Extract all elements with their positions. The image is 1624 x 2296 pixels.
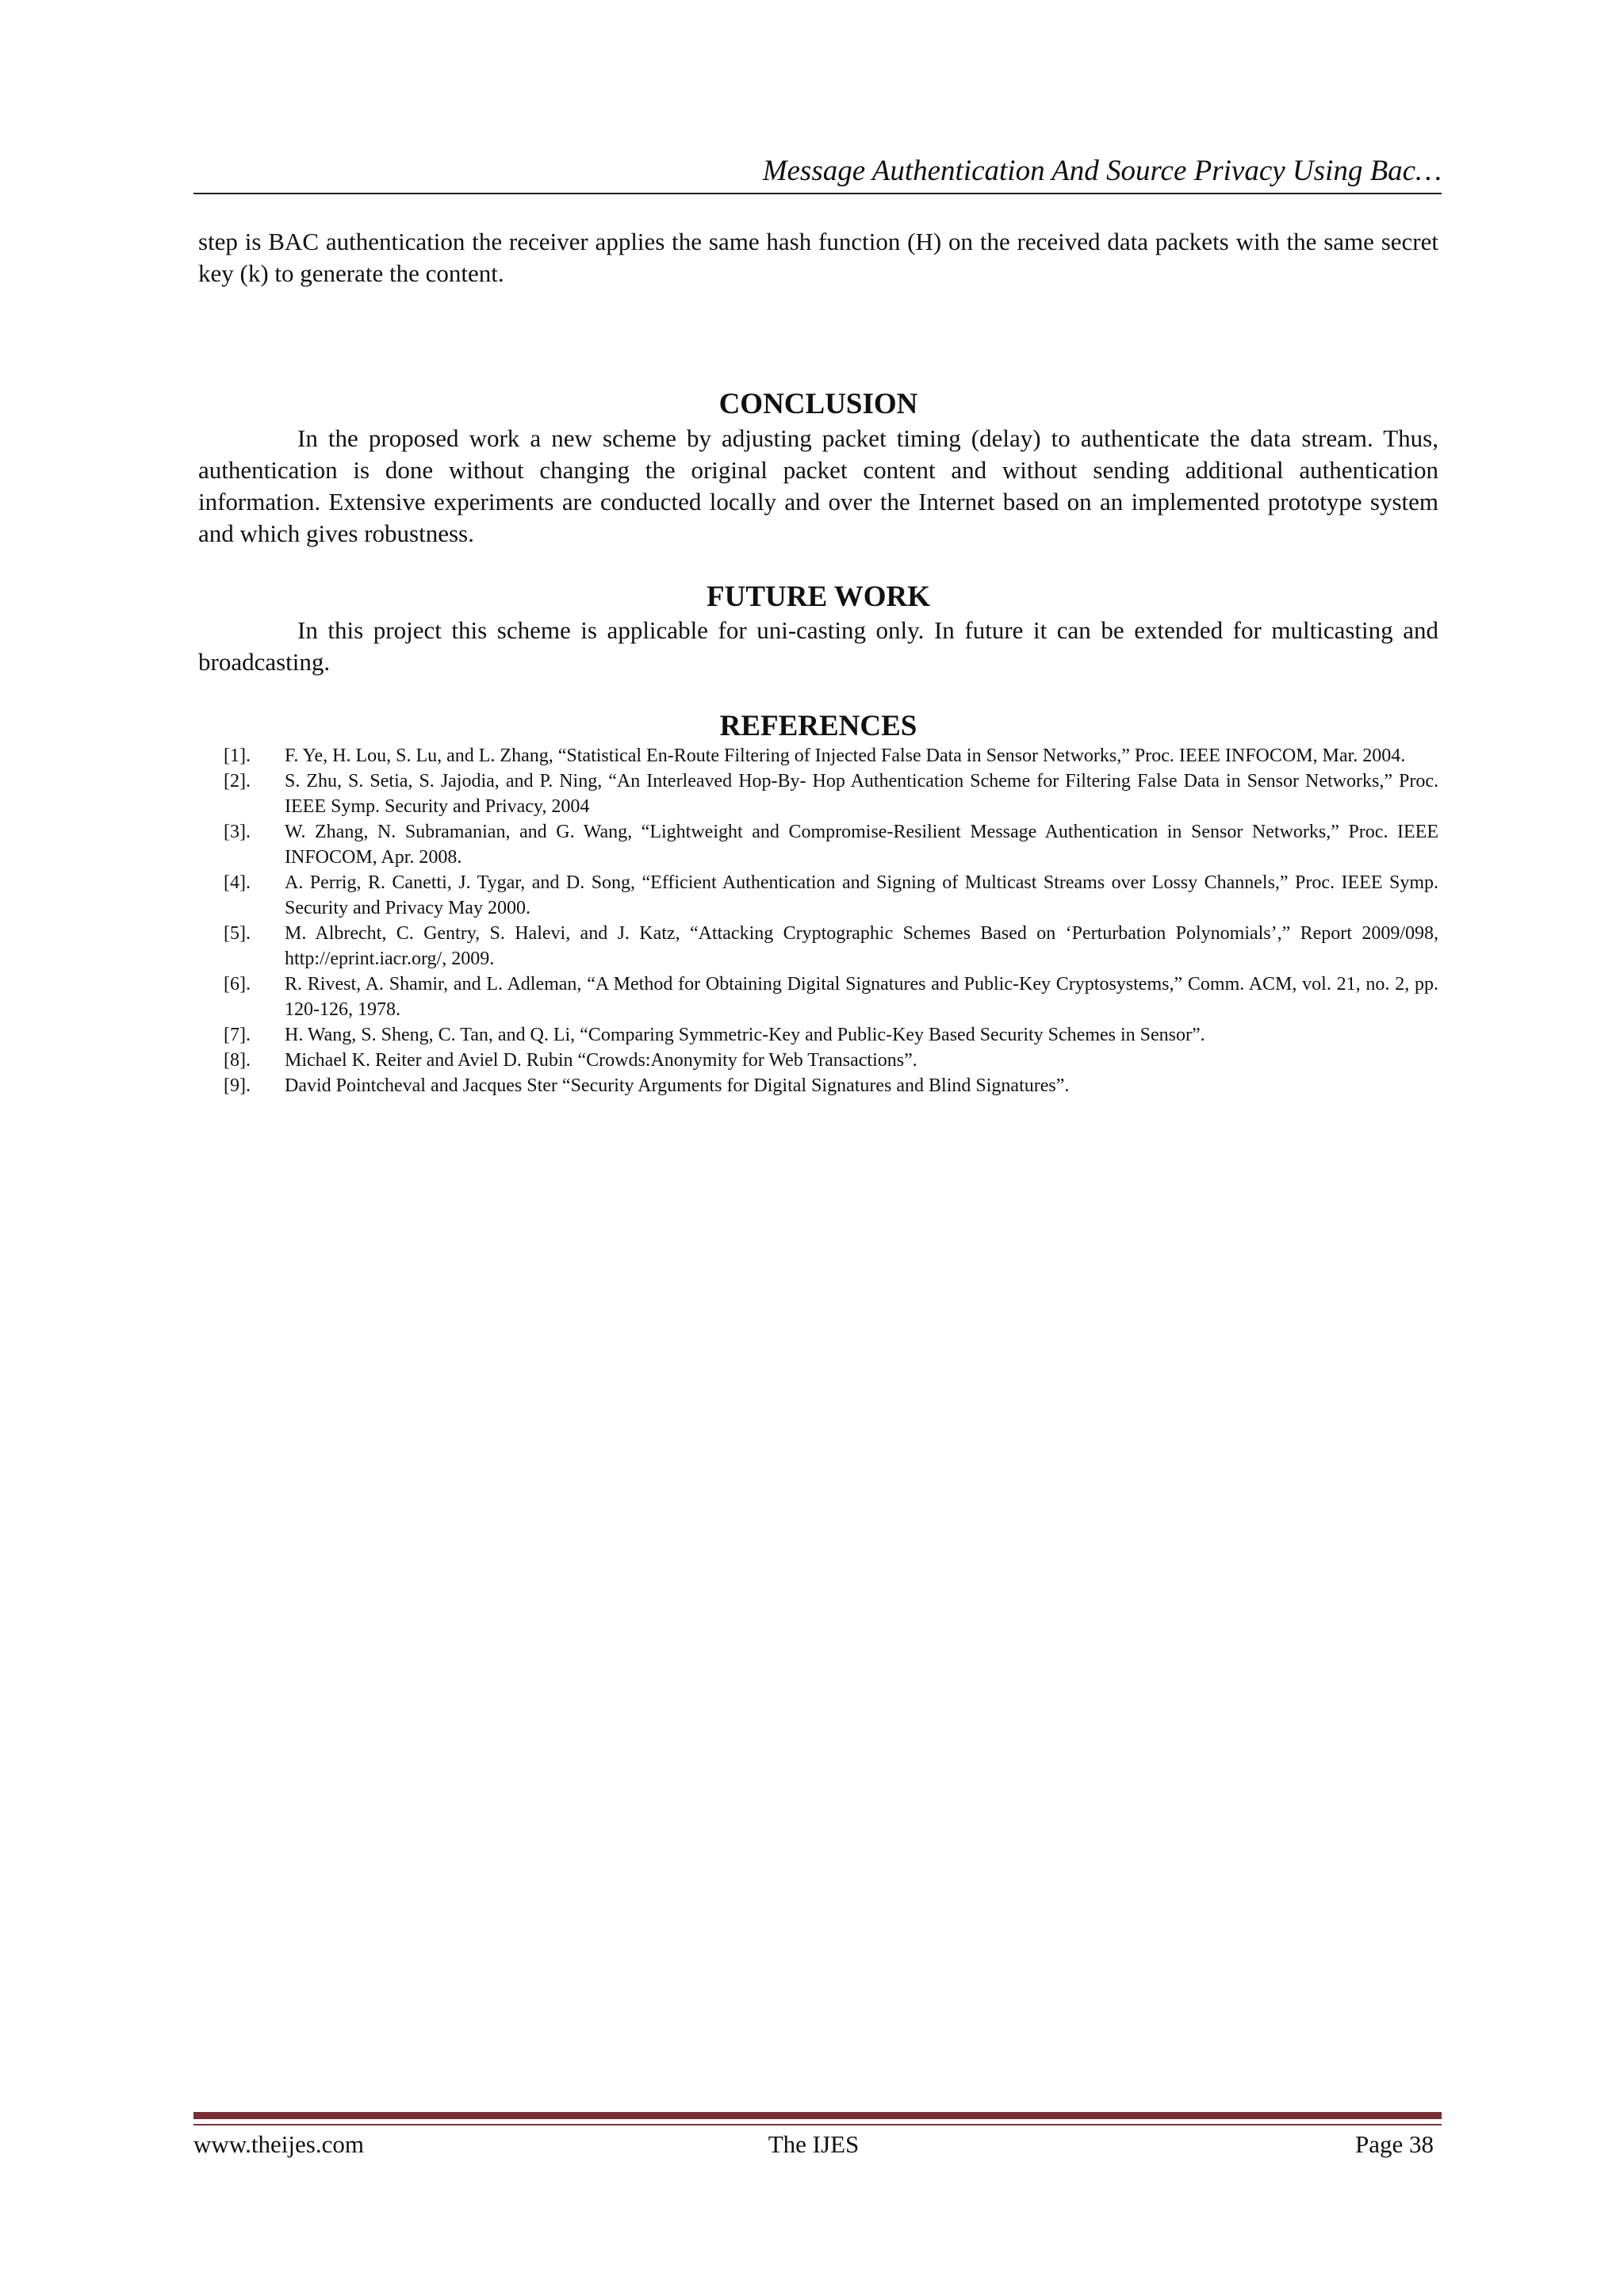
footer-rule-thick xyxy=(193,2112,1442,2119)
reference-number: [3]. xyxy=(224,822,251,842)
reference-text: W. Zhang, N. Subramanian, and G. Wang, “Lightweight and Compromise-Resilient Message Authentication in Sensor Networks,” Proc. IEEE INFOCOM, Apr. 2008. xyxy=(285,822,1438,868)
reference-text: S. Zhu, S. Setia, S. Jajodia, and P. Ning, “An Interleaved Hop-By- Hop Authentication Scheme for Filtering False Data in Sensor Networks,” Proc. IEEE Symp. Security and Privacy, 2004 xyxy=(285,771,1438,817)
footer-website: www.theijes.com xyxy=(193,2130,364,2158)
reference-text: A. Perrig, R. Canetti, J. Tygar, and D. Song, “Efficient Authentication and Signing of Multicast Streams over Lossy Channels,” Proc. IEEE Symp. Security and Privacy May 2000. xyxy=(285,872,1438,918)
reference-text: R. Rivest, A. Shamir, and L. Adleman, “A Method for Obtaining Digital Signatures and Public-Key Cryptosystems,” Comm. ACM, vol. 21, no. 2, pp. 120-126, 1978. xyxy=(285,974,1438,1020)
future-work-heading: FUTURE WORK xyxy=(707,581,930,613)
future-work-paragraph: In this project this scheme is applicable for uni-casting only. In future it can be extended for multicasting and broadcasting. xyxy=(198,616,1438,676)
reference-item xyxy=(224,819,1438,870)
conclusion-paragraph: In the proposed work a new scheme by adjusting packet timing (delay) to authenticate the data stream. Thus, authentication is done without changing the original packet content and without sending additional authentication information. Extensive experiments are conducted locally and over the Internet based on an implemented prototype system and which gives robustness. xyxy=(198,424,1438,547)
reference-number: [8]. xyxy=(224,1050,251,1071)
reference-number: [6]. xyxy=(224,974,251,995)
reference-item xyxy=(224,1073,1438,1098)
reference-number: [1]. xyxy=(224,746,251,766)
reference-number: [7]. xyxy=(224,1025,251,1045)
reference-text: Michael K. Reiter and Aviel D. Rubin “Crowds:Anonymity for Web Transactions”. xyxy=(285,1050,917,1071)
reference-item xyxy=(224,743,1438,769)
footer-journal: The IJES xyxy=(768,2130,860,2158)
reference-number: [4]. xyxy=(224,872,251,893)
running-header: Message Authentication And Source Privacy Using Bac… xyxy=(762,155,1442,187)
footer-rule-thin xyxy=(193,2124,1442,2125)
intro-paragraph: step is BAC authentication the receiver applies the same hash function (H) on the received data packets with the same secret key (k) to generate the content. xyxy=(198,228,1438,287)
conclusion-heading: CONCLUSION xyxy=(718,388,918,420)
reference-item xyxy=(224,1048,1438,1073)
reference-text: H. Wang, S. Sheng, C. Tan, and Q. Li, “Comparing Symmetric-Key and Public-Key Based Security Schemes in Sensor”. xyxy=(285,1025,1205,1045)
reference-text: F. Ye, H. Lou, S. Lu, and L. Zhang, “Statistical En-Route Filtering of Injected False Data in Sensor Networks,” Proc. IEEE INFOCOM, Mar. 2004. xyxy=(285,746,1406,766)
reference-item xyxy=(224,769,1438,819)
references-heading: REFERENCES xyxy=(719,710,917,742)
reference-item xyxy=(224,972,1438,1022)
reference-text: David Pointcheval and Jacques Ster “Security Arguments for Digital Signatures and Blind Signatures”. xyxy=(285,1075,1070,1096)
reference-text: M. Albrecht, C. Gentry, S. Halevi, and J. Katz, “Attacking Cryptographic Schemes Based on ‘Perturbation Polynomials’,” Report 2009/098, http://eprint.iacr.org/, 2009. xyxy=(285,923,1438,969)
reference-number: [9]. xyxy=(224,1075,251,1096)
reference-item xyxy=(224,870,1438,921)
reference-list xyxy=(224,743,1438,1098)
reference-item xyxy=(224,921,1438,972)
reference-item xyxy=(224,1022,1438,1048)
reference-number: [5]. xyxy=(224,923,251,944)
reference-number: [2]. xyxy=(224,771,251,792)
footer-page-number: Page 38 xyxy=(1354,2130,1434,2158)
header-rule xyxy=(193,193,1442,194)
